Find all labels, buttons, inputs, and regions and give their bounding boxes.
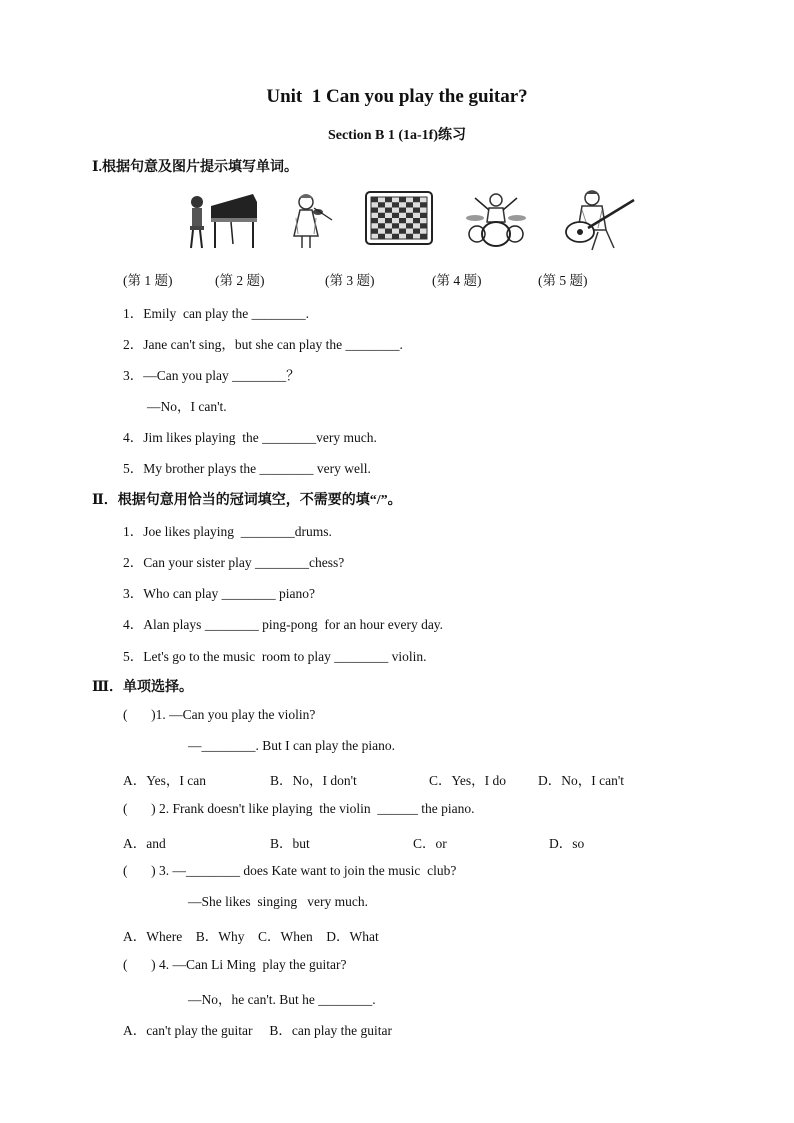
s3-q2-option-b: B．but <box>270 836 310 851</box>
s3-q3: ( ) 3. —________ does Kate want to join the music club? <box>123 863 457 878</box>
s3-q2-option-c: C．or <box>413 836 447 851</box>
section-3-heading: Ⅲ．单项选择。 <box>92 680 194 695</box>
s3-q3-answer-line: —She likes singing very much. <box>188 894 368 909</box>
caption-1: (第 1 题) <box>123 273 173 288</box>
chessboard-icon <box>364 188 434 252</box>
s3-q1-option-a: A．Yes，I can <box>123 773 206 788</box>
s2-item-3: 3．Who can play ________ piano? <box>123 586 315 601</box>
s1-item-2: 2．Jane can't sing，but she can play the ________. <box>123 337 403 352</box>
caption-3: (第 3 题) <box>325 273 375 288</box>
s3-q4-answer-line: —No，he can't. But he ________. <box>188 992 376 1007</box>
section-1-heading: Ⅰ.根据句意及图片提示填写单词。 <box>92 160 299 175</box>
s3-q1-option-b: B．No，I don't <box>270 773 357 788</box>
s3-q2-option-d: D．so <box>549 836 585 851</box>
s2-item-1: 1．Joe likes playing ________drums. <box>123 524 332 539</box>
s3-q1-answer-line: —________. But I can play the piano. <box>188 738 395 753</box>
drummer-icon <box>463 188 529 252</box>
caption-5: (第 5 题) <box>538 273 588 288</box>
s3-q2: ( ) 2. Frank doesn't like playing the violin ______ the piano. <box>123 801 475 816</box>
page-title: Unit 1 Can you play the guitar? <box>266 86 528 107</box>
s3-q4-options: A．can't play the guitar B．can play the guitar <box>123 1023 392 1038</box>
s1-item-5: 5．My brother plays the ________ very well. <box>123 461 371 476</box>
guitarist-icon <box>558 188 640 252</box>
s3-q1-option-c: C．Yes，I do <box>429 773 507 788</box>
violin-girl-icon <box>284 188 340 252</box>
s2-item-2: 2．Can your sister play ________chess? <box>123 555 345 570</box>
s1-item-3: 3．—Can you play ________？ <box>123 368 300 383</box>
piano-player-icon <box>183 188 261 252</box>
s3-q4: ( ) 4. —Can Li Ming play the guitar? <box>123 957 347 972</box>
s3-q2-option-a: A．and <box>123 836 166 851</box>
page-subtitle: Section B 1 (1a-1f)练习 <box>327 128 467 143</box>
s1-item-3-answer: —No，I can't. <box>147 399 227 414</box>
section-2-heading: Ⅱ．根据句意用恰当的冠词填空，不需要的填“/”。 <box>92 493 402 508</box>
caption-2: (第 2 题) <box>215 273 265 288</box>
s2-item-5: 5．Let's go to the music room to play ________ violin. <box>123 649 427 664</box>
s3-q1-option-d: D．No，I can't <box>538 773 625 788</box>
s3-q3-options: A．Where B．Why C．When D．What <box>123 929 379 944</box>
s1-item-1: 1．Emily can play the ________. <box>123 306 309 321</box>
s3-q1: ( )1. —Can you play the violin? <box>123 707 316 722</box>
s1-item-4: 4．Jim likes playing the ________very much. <box>123 430 377 445</box>
caption-4: (第 4 题) <box>432 273 482 288</box>
s2-item-4: 4．Alan plays ________ ping-pong for an hour every day. <box>123 617 444 632</box>
